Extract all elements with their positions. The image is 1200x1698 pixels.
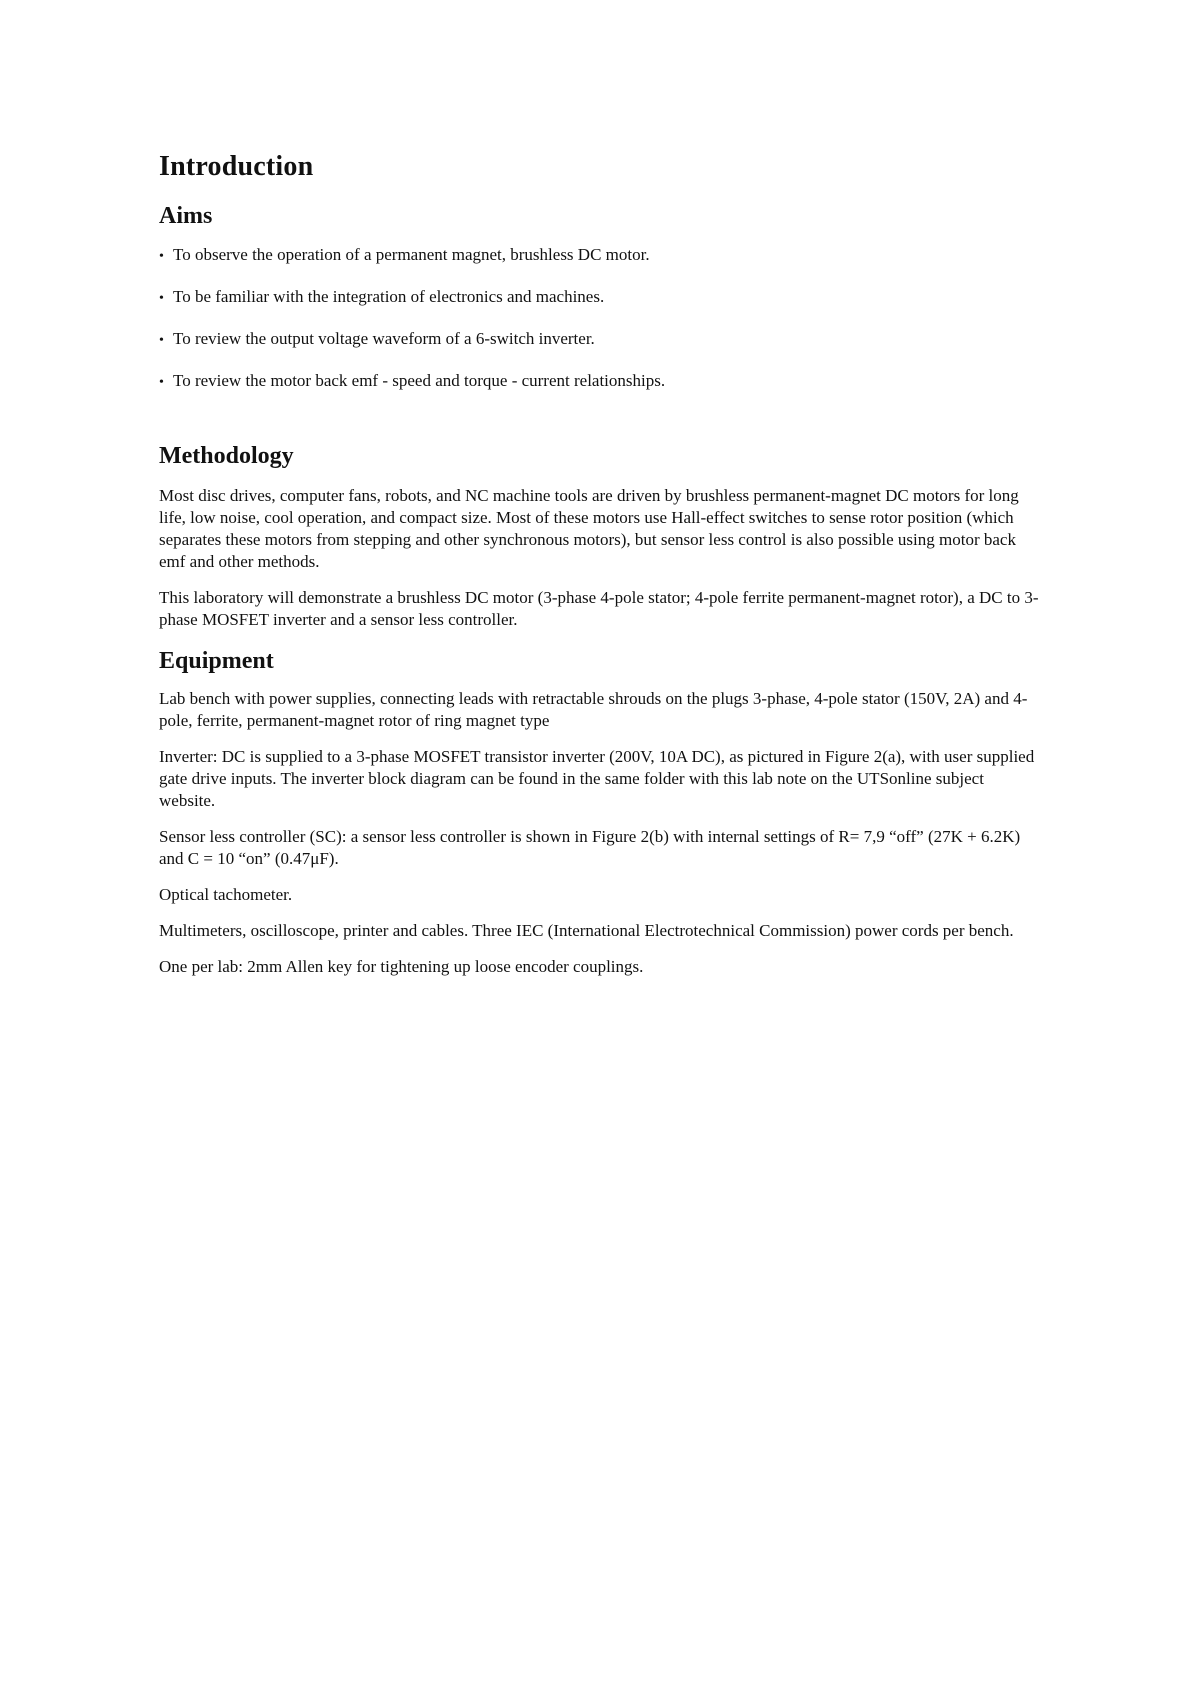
aims-list-item bbox=[159, 370, 1039, 394]
methodology-paragraph: This laboratory will demonstrate a brushless DC motor (3-phase 4-pole stator; 4-pole ferrite permanent-magnet rotor), a DC to 3-phase MOSFET inverter and a sensor less controller. bbox=[159, 588, 1039, 630]
aims-list-item bbox=[159, 286, 1039, 310]
equipment-paragraph: Multimeters, oscilloscope, printer and cables. Three IEC (International Electrotechnical Commission) power cords per bench. bbox=[159, 920, 1014, 940]
aims-list-item bbox=[159, 244, 1039, 268]
aims-list bbox=[159, 244, 1039, 394]
aim-text: To review the output voltage waveform of a 6-switch inverter. bbox=[173, 329, 595, 349]
equipment-paragraph: One per lab: 2mm Allen key for tightening up loose encoder couplings. bbox=[159, 956, 644, 976]
equipment-section bbox=[159, 647, 1039, 978]
document-page bbox=[159, 150, 1039, 978]
equipment-heading: Equipment bbox=[159, 648, 274, 675]
bullet-icon: • bbox=[159, 291, 164, 307]
methodology-section bbox=[159, 442, 1039, 631]
equipment-paragraph: Sensor less controller (SC): a sensor less controller is shown in Figure 2(b) with internal settings of R= 7,9 “off” (27K + 6.2K) and C = 10 “on” (0.47μF). bbox=[159, 826, 1021, 868]
equipment-paragraph: Optical tachometer. bbox=[159, 884, 293, 904]
equipment-paragraph: Lab bench with power supplies, connecting leads with retractable shrouds on the plugs 3-phase, 4-pole stator (150V, 2A) and 4-pole, ferrite, permanent-magnet rotor of ring magnet type bbox=[159, 688, 1028, 730]
bullet-icon: • bbox=[159, 333, 164, 349]
aim-text: To observe the operation of a permanent magnet, brushless DC motor. bbox=[173, 245, 650, 265]
bullet-icon: • bbox=[159, 249, 164, 265]
methodology-heading: Methodology bbox=[159, 443, 294, 470]
aim-text: To be familiar with the integration of electronics and machines. bbox=[173, 287, 605, 307]
aims-heading: Aims bbox=[159, 202, 213, 229]
bullet-icon: • bbox=[159, 375, 164, 391]
equipment-paragraph: Inverter: DC is supplied to a 3-phase MOSFET transistor inverter (200V, 10A DC), as pictured in Figure 2(a), with user supplied gate drive inputs. The inverter block diagram can be found in the same folder with this lab note on the UTSonline subject website. bbox=[159, 746, 1035, 810]
aims-list-item bbox=[159, 328, 1039, 352]
aim-text: To review the motor back emf - speed and torque - current relationships. bbox=[173, 371, 666, 391]
introduction-section bbox=[159, 150, 1039, 394]
methodology-paragraph: Most disc drives, computer fans, robots, and NC machine tools are driven by brushless permanent-magnet DC motors for long life, low noise, cool operation, and compact size. Most of these motors use Hall-effect switches to sense rotor position (which separates these motors from stepping and other synchronous motors), but sensor less control is also possible using motor back emf and other methods. bbox=[159, 486, 1019, 572]
introduction-heading: Introduction bbox=[159, 151, 314, 182]
